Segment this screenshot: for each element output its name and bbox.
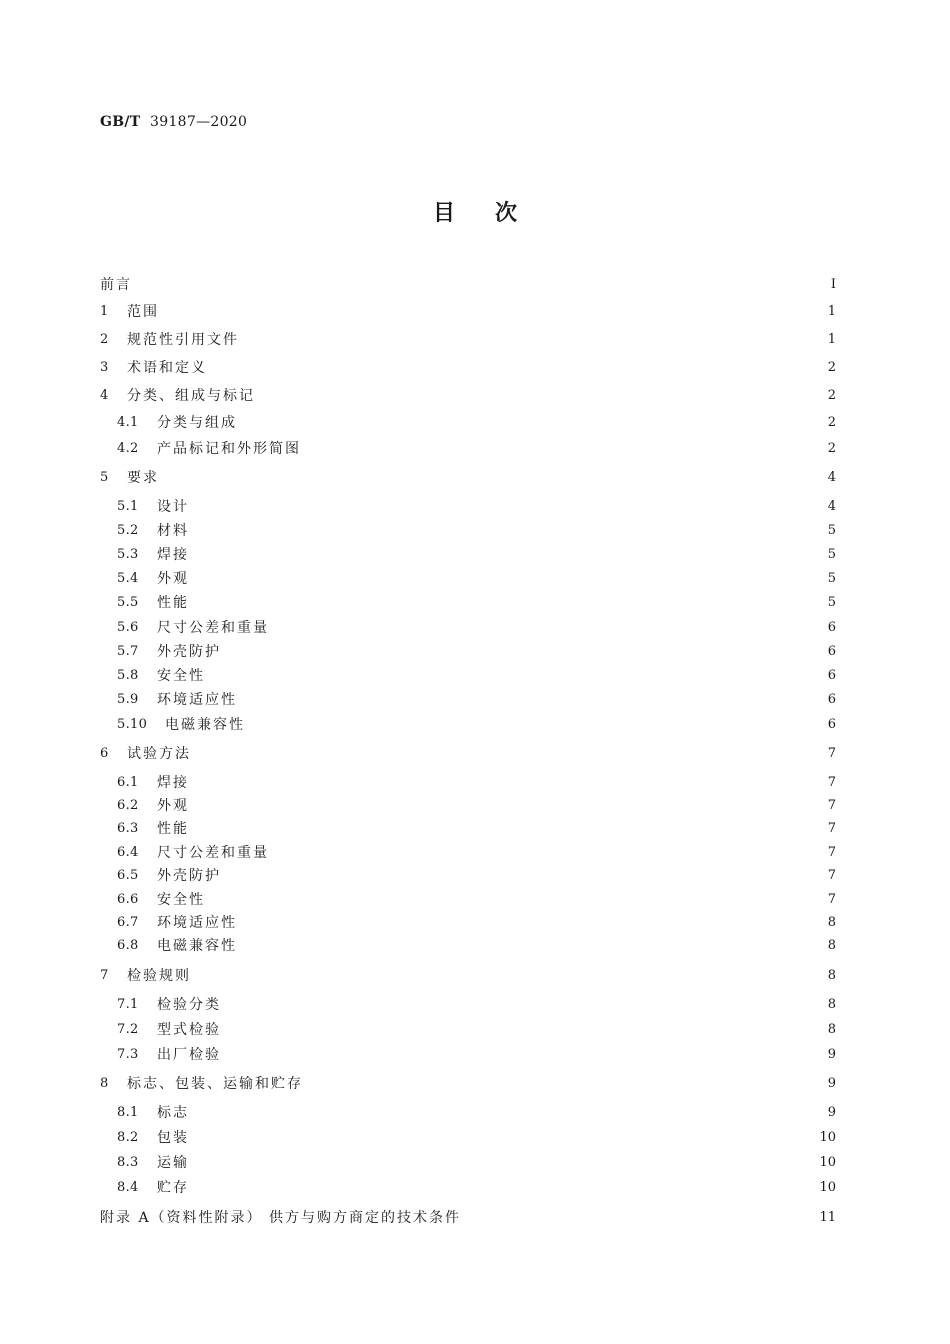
toc-entry-page: 1: [827, 304, 836, 319]
standard-prefix: GB/T: [100, 114, 141, 130]
toc-entry-label: 术语和定义: [127, 360, 207, 376]
toc-entry-label: 性能: [157, 821, 189, 837]
dot-leader: [227, 866, 808, 886]
toc-entry[interactable]: [117, 995, 836, 1015]
toc-entry[interactable]: [117, 890, 836, 910]
toc-entry-number: 1: [100, 304, 109, 319]
toc-entry-label: 范围: [127, 304, 159, 320]
toc-entry-page: 6: [827, 668, 836, 683]
dot-leader: [195, 593, 808, 613]
toc-entry[interactable]: [117, 936, 836, 956]
toc-entry-number: 5.4: [117, 571, 139, 586]
dot-leader: [243, 936, 808, 956]
toc-entry-label: 前言: [100, 277, 132, 293]
toc-entry-number: 5.3: [117, 547, 139, 562]
toc-entry-page: 8: [827, 915, 836, 930]
dot-leader: [275, 618, 808, 638]
toc-entry-label: 尺寸公差和重量: [157, 845, 269, 861]
toc-entry-label: 运输: [157, 1155, 189, 1171]
toc-entry-label: 附录 A（资料性附录） 供方与购方商定的技术条件: [100, 1210, 462, 1226]
toc-entry-label: 贮存: [157, 1180, 189, 1196]
toc-entry[interactable]: [117, 1045, 836, 1065]
toc-entry-number: 5.2: [117, 523, 139, 538]
dot-leader: [211, 890, 808, 910]
dot-leader: [227, 1020, 808, 1040]
toc-entry-number: 6: [100, 746, 109, 761]
toc-entry-page: 10: [819, 1155, 836, 1170]
toc-entry-label: 出厂检验: [157, 1047, 221, 1063]
toc-entry[interactable]: [117, 1178, 836, 1198]
toc-entry-label: 试验方法: [127, 746, 191, 762]
toc-entry[interactable]: [100, 275, 836, 295]
toc-entry[interactable]: [117, 593, 836, 613]
toc-entry-label: 安全性: [157, 892, 205, 908]
toc-entry-number: 5.1: [117, 499, 139, 514]
toc-entry[interactable]: [117, 545, 836, 565]
toc-entry-page: I: [830, 277, 836, 292]
toc-entry-number: 6.8: [117, 938, 139, 953]
dot-leader: [467, 1208, 808, 1228]
toc-entry-number: 4.1: [117, 415, 139, 430]
toc-entry-label: 型式检验: [157, 1022, 221, 1038]
toc-entry-label: 外壳防护: [157, 868, 221, 884]
toc-entry-page: 7: [827, 868, 836, 883]
dot-leader: [275, 843, 808, 863]
toc-entry-label: 电磁兼容性: [157, 938, 237, 954]
toc-entry-page: 1: [827, 332, 836, 347]
toc-entry-page: 5: [827, 547, 836, 562]
toc-entry-label: 规范性引用文件: [127, 332, 239, 348]
toc-entry-page: 8: [827, 997, 836, 1012]
toc-entry-page: 2: [827, 415, 836, 430]
dot-leader: [213, 358, 808, 378]
dot-leader: [309, 1074, 808, 1094]
toc-entry-number: 3: [100, 360, 109, 375]
toc-entry[interactable]: [117, 1020, 836, 1040]
toc-entry-number: 2: [100, 332, 109, 347]
toc-entry[interactable]: [117, 715, 836, 735]
dot-leader: [227, 1045, 808, 1065]
toc-entry-number: 5.7: [117, 644, 139, 659]
toc-entry-label: 环境适应性: [157, 692, 237, 708]
toc-entry-page: 6: [827, 644, 836, 659]
dot-leader: [138, 275, 808, 295]
toc-entry-number: 6.3: [117, 821, 139, 836]
toc-entry-page: 5: [827, 595, 836, 610]
toc-entry-page: 6: [827, 692, 836, 707]
toc-entry-number: 6.2: [117, 798, 139, 813]
toc-entry[interactable]: [117, 913, 836, 933]
toc-entry-page: 2: [827, 388, 836, 403]
toc-entry-page: 9: [827, 1105, 836, 1120]
dot-leader: [195, 545, 808, 565]
toc-entry-label: 尺寸公差和重量: [157, 620, 269, 636]
toc-entry[interactable]: [117, 413, 836, 433]
standard-number: 39187—2020: [150, 114, 248, 130]
dot-leader: [195, 497, 808, 517]
toc-entry-number: 6.4: [117, 845, 139, 860]
toc-entry-label: 安全性: [157, 668, 205, 684]
toc-entry-number: 5.10: [117, 717, 148, 732]
toc-entry-page: 2: [827, 360, 836, 375]
toc-entry-number: 8.2: [117, 1130, 139, 1145]
dot-leader: [243, 413, 808, 433]
toc-entry[interactable]: [100, 302, 836, 322]
dot-leader: [243, 690, 808, 710]
toc-entry-number: 5.6: [117, 620, 139, 635]
dot-leader: [245, 330, 808, 350]
toc-entry-label: 要求: [127, 470, 159, 486]
toc-entry[interactable]: [117, 642, 836, 662]
toc-entry[interactable]: [117, 773, 836, 793]
toc-entry-number: 6.7: [117, 915, 139, 930]
toc-entry[interactable]: [117, 497, 836, 517]
toc-entry-page: 6: [827, 717, 836, 732]
toc-entry-page: 7: [827, 746, 836, 761]
toc-entry-number: 8: [100, 1076, 109, 1091]
dot-leader: [195, 1153, 808, 1173]
toc-entry[interactable]: [117, 1103, 836, 1123]
toc-entry-label: 性能: [157, 595, 189, 611]
toc-entry[interactable]: [117, 618, 836, 638]
dot-leader: [195, 819, 808, 839]
dot-leader: [243, 913, 808, 933]
dot-leader: [165, 302, 808, 322]
dot-leader: [195, 569, 808, 589]
toc-entry[interactable]: [100, 358, 836, 378]
toc-entry-page: 11: [819, 1210, 836, 1225]
toc-entry-label: 外壳防护: [157, 644, 221, 660]
toc-entry-label: 焊接: [157, 775, 189, 791]
toc-entry[interactable]: [117, 1153, 836, 1173]
toc-entry-page: 9: [827, 1047, 836, 1062]
toc-entry-number: 4.2: [117, 441, 139, 456]
toc-entry-label: 检验规则: [127, 968, 191, 984]
toc-entry-page: 7: [827, 775, 836, 790]
toc-entry[interactable]: [117, 521, 836, 541]
toc-entry[interactable]: [100, 744, 836, 764]
toc-entry-number: 5.5: [117, 595, 139, 610]
toc-entry-number: 8.1: [117, 1105, 139, 1120]
toc-entry-number: 5.9: [117, 692, 139, 707]
toc-entry-label: 产品标记和外形简图: [157, 441, 301, 457]
toc-entry-number: 5: [100, 470, 109, 485]
toc-entry-number: 7.1: [117, 997, 139, 1012]
toc-entry-page: 7: [827, 892, 836, 907]
dot-leader: [211, 666, 808, 686]
toc-entry-number: 7: [100, 968, 109, 983]
toc-entry-label: 分类、组成与标记: [127, 388, 255, 404]
toc-entry-page: 7: [827, 845, 836, 860]
toc-entry-label: 标志、包装、运输和贮存: [127, 1076, 303, 1092]
toc-entry[interactable]: [117, 843, 836, 863]
dot-leader: [195, 773, 808, 793]
dot-leader: [195, 521, 808, 541]
dot-leader: [251, 715, 808, 735]
toc-entry-label: 外观: [157, 798, 189, 814]
toc-entry-number: 6.5: [117, 868, 139, 883]
dot-leader: [165, 468, 808, 488]
toc-entry-number: 8.3: [117, 1155, 139, 1170]
toc-entry[interactable]: [100, 1208, 836, 1228]
toc-entry-page: 8: [827, 968, 836, 983]
toc-entry-number: 6.6: [117, 892, 139, 907]
toc-entry-label: 标志: [157, 1105, 189, 1121]
toc-entry-label: 焊接: [157, 547, 189, 563]
toc-entry-label: 检验分类: [157, 997, 221, 1013]
toc-entry[interactable]: [100, 330, 836, 350]
toc-entry-number: 6.1: [117, 775, 139, 790]
toc-entry[interactable]: [100, 1074, 836, 1094]
toc-entry[interactable]: [100, 966, 836, 986]
toc-heading-char-2: 次: [495, 201, 518, 226]
toc-entry-page: 8: [827, 1022, 836, 1037]
dot-leader: [227, 995, 808, 1015]
toc-entry-page: 8: [827, 938, 836, 953]
toc-entry-page: 9: [827, 1076, 836, 1091]
toc-entry-number: 4: [100, 388, 109, 403]
toc-entry-page: 7: [827, 821, 836, 836]
toc-entry-label: 包装: [157, 1130, 189, 1146]
toc-entry-label: 环境适应性: [157, 915, 237, 931]
toc-entry-label: 外观: [157, 571, 189, 587]
dot-leader: [227, 642, 808, 662]
toc-entry[interactable]: [117, 819, 836, 839]
dot-leader: [195, 1128, 808, 1148]
toc-entry[interactable]: [117, 666, 836, 686]
toc-entry[interactable]: [117, 866, 836, 886]
dot-leader: [195, 1178, 808, 1198]
dot-leader: [307, 439, 808, 459]
toc-entry[interactable]: [117, 439, 836, 459]
toc-entry[interactable]: [100, 386, 836, 406]
toc-heading-char-1: 目: [432, 201, 455, 226]
toc-entry-number: 8.4: [117, 1180, 139, 1195]
toc-entry-label: 分类与组成: [157, 415, 237, 431]
toc-entry[interactable]: [100, 468, 836, 488]
toc-entry-page: 7: [827, 798, 836, 813]
dot-leader: [195, 1103, 808, 1123]
toc-entry-page: 2: [827, 441, 836, 456]
toc-entry-label: 设计: [157, 499, 189, 515]
toc-entry[interactable]: [117, 796, 836, 816]
toc-entry-page: 5: [827, 523, 836, 538]
toc-entry-number: 7.3: [117, 1047, 139, 1062]
toc-entry-label: 材料: [157, 523, 189, 539]
dot-leader: [197, 744, 808, 764]
toc-entry-number: 7.2: [117, 1022, 139, 1037]
dot-leader: [261, 386, 808, 406]
toc-entry-page: 4: [827, 499, 836, 514]
toc-entry-page: 10: [819, 1130, 836, 1145]
toc-entry-number: 5.8: [117, 668, 139, 683]
toc-entry-page: 4: [827, 470, 836, 485]
dot-leader: [195, 796, 808, 816]
toc-entry[interactable]: [117, 1128, 836, 1148]
toc-entry-page: 5: [827, 571, 836, 586]
toc-entry-page: 10: [819, 1180, 836, 1195]
toc-entry[interactable]: [117, 569, 836, 589]
toc-entry[interactable]: [117, 690, 836, 710]
toc-entry-page: 6: [827, 620, 836, 635]
toc-entry-label: 电磁兼容性: [165, 717, 245, 733]
dot-leader: [197, 966, 808, 986]
